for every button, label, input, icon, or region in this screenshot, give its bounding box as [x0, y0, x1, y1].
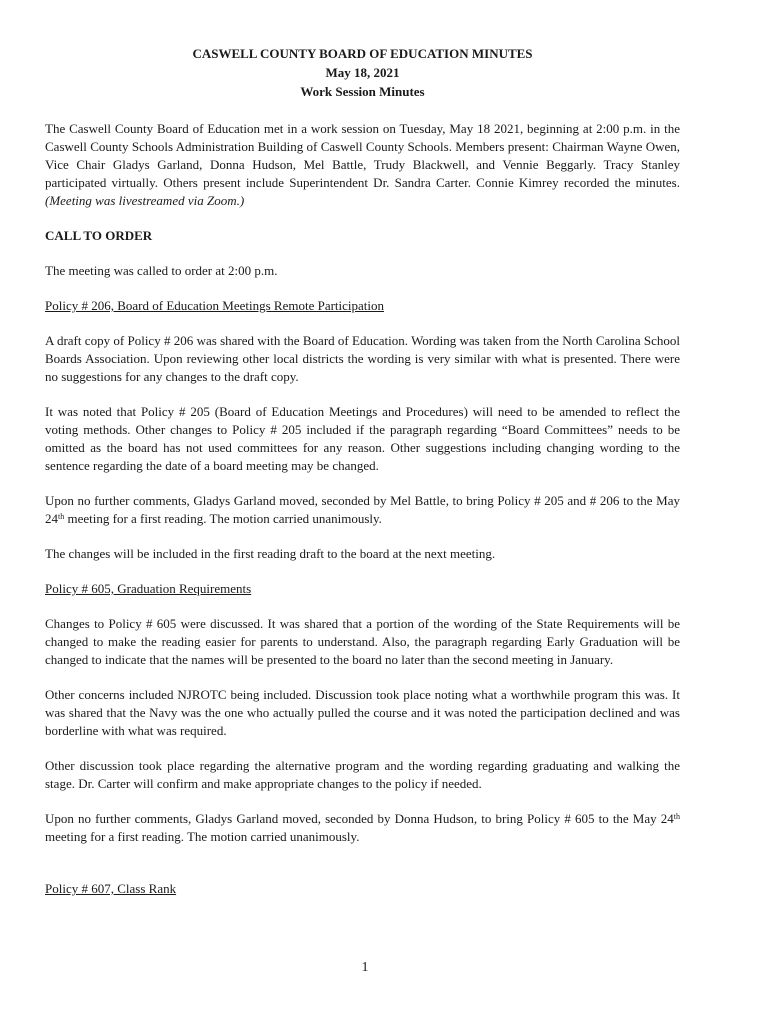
policy-206-paragraph-3 [45, 492, 680, 528]
policy-607-heading: Policy # 607, Class Rank [45, 881, 177, 896]
policy-206-paragraph-1: A draft copy of Policy # 206 was shared with the Board of Education. Wording was taken from the North Carolina School Boards Association. Upon reviewing other local districts the wording is very similar with what is presented. There were no suggestions for any changes to the draft copy. [45, 333, 680, 384]
header-title: CASWELL COUNTY BOARD OF EDUCATION MINUTES [192, 46, 533, 61]
policy-206-motion-sup: th [58, 512, 65, 521]
call-to-order-text: The meeting was called to order at 2:00 p.m. [45, 263, 278, 278]
header-date: May 18, 2021 [325, 65, 400, 80]
policy-605-heading: Policy # 605, Graduation Requirements [45, 581, 252, 596]
policy-605-motion-sup: th [673, 812, 680, 821]
document-header [45, 44, 680, 101]
policy-206-motion-text-b: meeting for a first reading. The motion carried unanimously. [64, 511, 382, 526]
policy-605-paragraph-2: Other concerns included NJROTC being included. Discussion took place noting what a worthwhile program this was. It was shared that the Navy was the one who actually pulled the course and it was noted the participation declined and was borderline with what was required. [45, 687, 680, 738]
intro-text: The Caswell County Board of Education met in a work session on Tuesday, May 18 2021, beginning at 2:00 p.m. in the Caswell County Schools Administration Building of Caswell County Schools. Members present: Chairman Wayne Owen, Vice Chair Gladys Garland, Donna Hudson, Mel Battle, Trudy Blackwell, and Vennie Beggarly. Tracy Stanley participated virtually. Others present include Superintendent Dr. Sandra Carter. Connie Kimrey recorded the minutes. [45, 121, 680, 190]
call-to-order-heading: CALL TO ORDER [45, 228, 153, 243]
header-subtitle: Work Session Minutes [300, 84, 425, 99]
intro-paragraph [45, 120, 680, 210]
document-page [45, 44, 680, 898]
policy-605-paragraph-1: Changes to Policy # 605 were discussed. It was shared that a portion of the wording of the State Requirements will be changed to make the reading easier for parents to understand. Also, the paragraph regarding Early Graduation will be changed to indicate that the names will be presented to the board no later than the second meeting in January. [45, 616, 680, 667]
policy-605-paragraph-3: Other discussion took place regarding the alternative program and the wording regarding graduating and walking the stage. Dr. Carter will confirm and make appropriate changes to the policy if needed. [45, 758, 680, 791]
policy-605-motion-text-b: meeting for a first reading. The motion carried unanimously. [45, 829, 360, 844]
page-number: 1 [361, 960, 369, 975]
policy-206-paragraph-2: It was noted that Policy # 205 (Board of Education Meetings and Procedures) will need to be amended to reflect the voting methods. Other changes to Policy # 205 included if the paragraph regarding “Board Committees” needs to be omitted as the board has not used committees for any reason. Other suggestions including changing wording to the sentence regarding the date of a board meeting may be changed. [45, 404, 680, 473]
intro-note: (Meeting was livestreamed via Zoom.) [45, 193, 245, 208]
policy-605-paragraph-4 [45, 810, 680, 846]
policy-206-motion-text-a: Upon no further comments, Gladys Garland moved, seconded by Mel Battle, to bring Policy # 205 and # 206 to the May 24 [45, 493, 680, 526]
policy-206-heading: Policy # 206, Board of Education Meetings Remote Participation [45, 298, 385, 313]
policy-605-motion-text-a: Upon no further comments, Gladys Garland moved, seconded by Donna Hudson, to bring Policy # 605 to the May 24 [45, 811, 674, 826]
policy-206-paragraph-4: The changes will be included in the first reading draft to the board at the next meeting. [45, 546, 496, 561]
